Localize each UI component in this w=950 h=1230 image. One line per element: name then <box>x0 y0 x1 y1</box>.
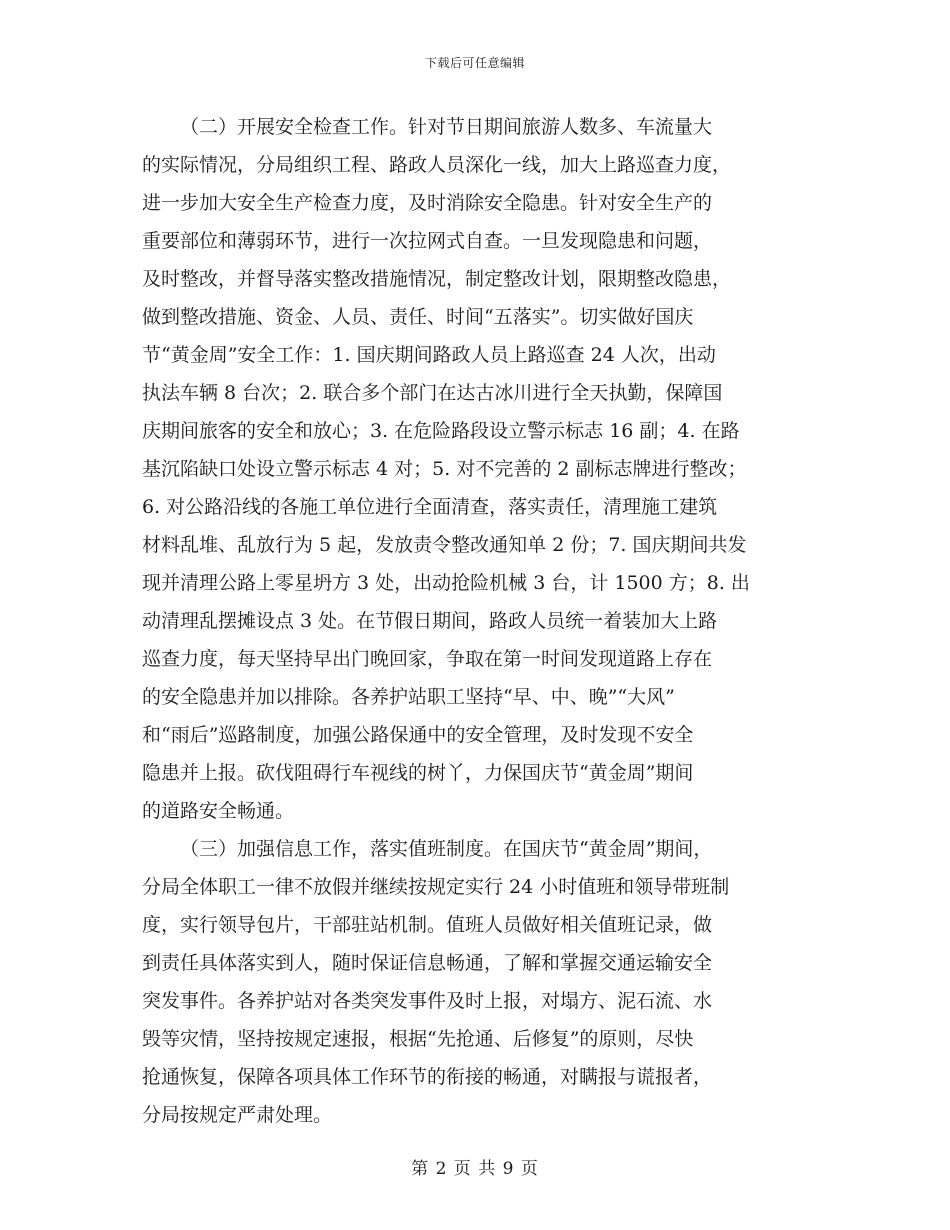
text-line: 的安全隐患并加以排除。各养护站职工坚持“早、中、晚”“大风” <box>142 686 675 708</box>
text-line: 节“黄金周”安全工作：1. 国庆期间路政人员上路巡查 24 人次，出动 <box>142 344 716 366</box>
text-line: 和“雨后”巡路制度，加强公路保通中的安全管理，及时发现不安全 <box>142 724 694 746</box>
text-line: 做到整改措施、资金、人员、责任、时间“五落实”。切实做好国庆 <box>142 306 694 328</box>
text-line: 庆期间旅客的安全和放心；3. 在危险路段设立警示标志 16 副；4. 在路 <box>142 420 740 442</box>
text-line: 巡查力度，每天坚持早出门晚回家，争取在第一时间发现道路上存在 <box>142 648 713 670</box>
text-line: 抢通恢复，保障各项具体工作环节的衔接的畅通，对瞒报与谎报者， <box>142 1066 713 1088</box>
paragraph-safety-inspection <box>142 108 806 830</box>
text-line: 分局全体职工一律不放假并继续按规定实行 24 小时值班和领导带班制 <box>142 876 730 898</box>
text-line: 隐患并上报。砍伐阻碍行车视线的树丫，力保国庆节“黄金周”期间 <box>142 762 694 784</box>
paragraph-duty-system <box>142 830 806 1134</box>
text-line: 到责任具体落实到人，随时保证信息畅通，了解和掌握交通运输安全 <box>142 952 713 974</box>
text-line: 及时整改，并督导落实整改措施情况，制定整改计划，限期整改隐患， <box>142 268 732 290</box>
text-line: 重要部位和薄弱环节，进行一次拉网式自查。一旦发现隐患和问题， <box>142 230 713 252</box>
text-line: 分局按规定严肃处理。 <box>142 1104 333 1126</box>
text-line: 执法车辆 8 台次；2. 联合多个部门在达古冰川进行全天执勤，保障国 <box>142 382 723 404</box>
text-line: 进一步加大安全生产检查力度，及时消除安全隐患。针对安全生产的 <box>142 192 713 214</box>
document-body <box>142 108 806 1134</box>
text-line: 毁等灾情，坚持按规定速报，根据“先抢通、后修复”的原则，尽快 <box>142 1028 694 1050</box>
text-line: 基沉陷缺口处设立警示标志 4 对；5. 对不完善的 2 副标志牌进行整改； <box>142 458 747 480</box>
text-line: 度，实行领导包片，干部驻站机制。值班人员做好相关值班记录，做 <box>142 914 713 936</box>
text-line: （二）开展安全检查工作。针对节日期间旅游人数多、车流量大 <box>180 116 713 138</box>
text-line: 的道路安全畅通。 <box>142 800 295 822</box>
text-line: 6. 对公路沿线的各施工单位进行全面清查，落实责任，清理施工建筑 <box>142 496 718 518</box>
page-header: 下载后可任意编辑 <box>424 56 525 70</box>
text-line: 材料乱堆、乱放行为 5 起，发放责令整改通知单 2 份；7. 国庆期间共发 <box>142 534 747 556</box>
text-line: 突发事件。各养护站对各类突发事件及时上报，对塌方、泥石流、水 <box>142 990 713 1012</box>
page-number: 第 2 页 共 9 页 <box>411 1159 539 1179</box>
text-line: 动清理乱摆摊设点 3 处。在节假日期间，路政人员统一着装加大上路 <box>142 610 718 632</box>
text-line: 的实际情况，分局组织工程、路政人员深化一线，加大上路巡查力度， <box>142 154 732 176</box>
text-line: （三）加强信息工作，落实值班制度。在国庆节“黄金周”期间， <box>180 838 713 860</box>
text-line: 现并清理公路上零星坍方 3 处，出动抢险机械 3 台，计 1500 方；8. 出 <box>142 572 750 594</box>
